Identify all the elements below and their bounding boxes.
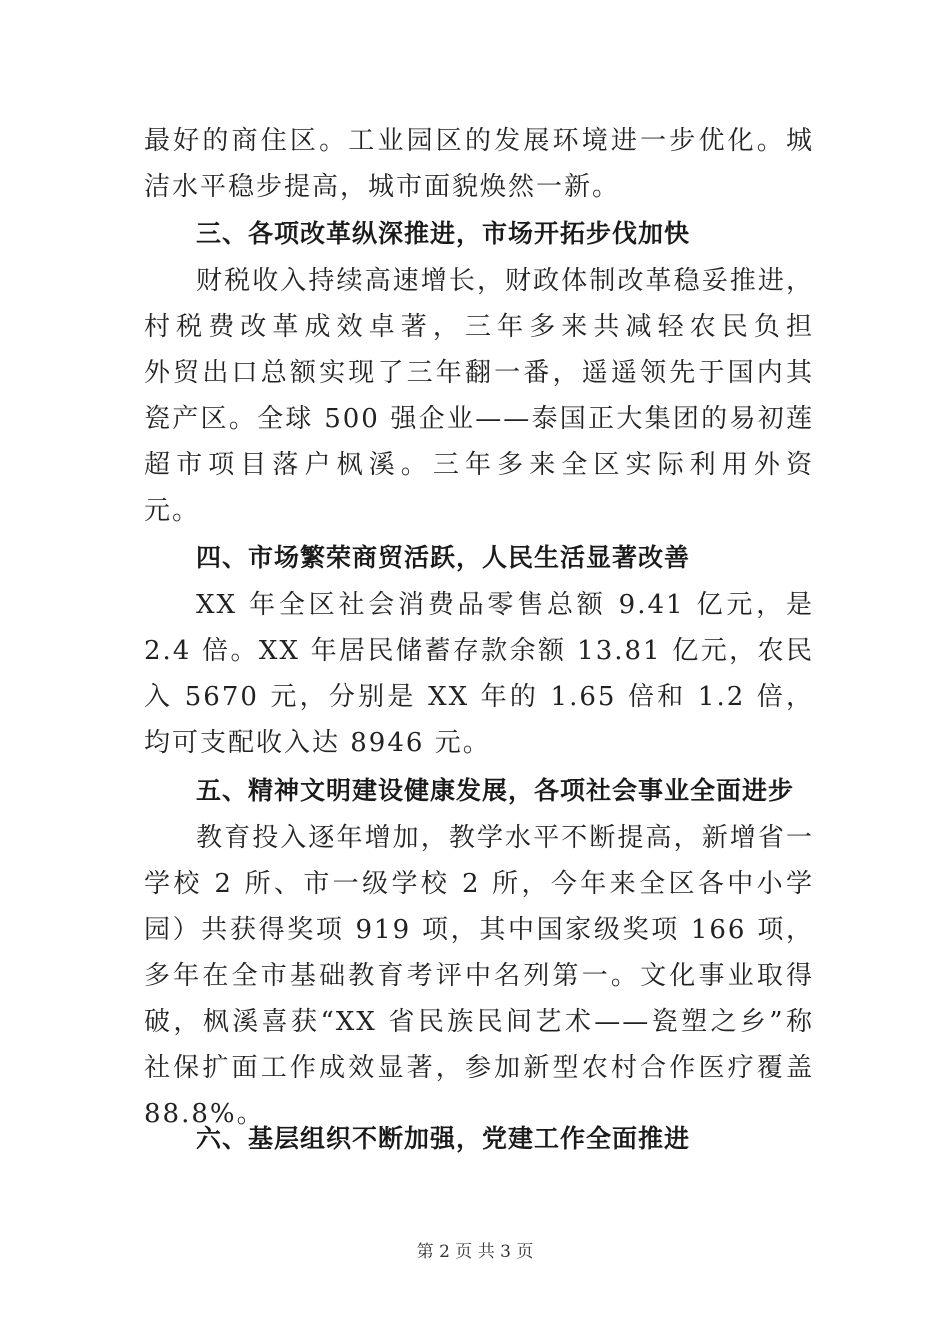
paragraph-line: 均可支配收入达 8946 元。 [144, 728, 491, 758]
paragraph-line: 洁水平稳步提高，城市面貌焕然一新。 [144, 172, 621, 202]
paragraph-line: 外贸出口总额实现了三年翻一番，遥遥领先于国内其 [144, 358, 814, 388]
paragraph-line: 村税费改革成效卓著，三年多来共减轻农民负担 [144, 312, 814, 342]
paragraph-line: 88.8%。 [144, 1099, 265, 1129]
paragraph-line: 2.4 倍。XX 年居民储蓄存款余额 13.81 亿元，农民 [144, 636, 814, 666]
paragraph-line: XX 年全区社会消费品零售总额 9.41 亿元，是 [196, 590, 814, 620]
section-heading-4: 四、市场繁荣商贸活跃，人民生活显著改善 [196, 543, 691, 572]
page-number-footer: 第 2 页 共 3 页 [416, 1242, 534, 1262]
paragraph-line: 多年在全市基础教育考评中名列第一。文化事业取得 [144, 961, 814, 991]
paragraph-line: 超市项目落户枫溪。三年多来全区实际利用外资 [144, 450, 814, 480]
paragraph-line: 入 5670 元，分别是 XX 年的 1.65 倍和 1.2 倍， [144, 682, 814, 712]
paragraph-line: 元。 [144, 496, 201, 526]
paragraph-line: 教育投入逐年增加，教学水平不断提高，新增省一 [196, 823, 814, 853]
section-heading-5: 五、精神文明建设健康发展，各项社会事业全面进步 [196, 776, 795, 805]
paragraph-line: 瓷产区。全球 500 强企业——泰国正大集团的易初莲 [144, 404, 814, 434]
paragraph-line: 社保扩面工作成效显著，参加新型农村合作医疗覆盖 [144, 1053, 814, 1083]
paragraph-line: 破，枫溪喜获“XX 省民族民间艺术——瓷塑之乡”称 [144, 1007, 814, 1037]
paragraph-line: 学校 2 所、市一级学校 2 所，今年来全区各中小学 [144, 869, 814, 899]
section-heading-3: 三、各项改革纵深推进，市场开拓步伐加快 [196, 219, 691, 248]
paragraph-line: 园）共获得奖项 919 项，其中国家级奖项 166 项， [144, 915, 814, 945]
section-heading-6: 六、基层组织不断加强，党建工作全面推进 [196, 1124, 691, 1153]
paragraph-line: 财税收入持续高速增长，财政体制改革稳妥推进， [196, 266, 814, 296]
paragraph-line: 最好的商住区。工业园区的发展环境进一步优化。城 [144, 126, 814, 156]
